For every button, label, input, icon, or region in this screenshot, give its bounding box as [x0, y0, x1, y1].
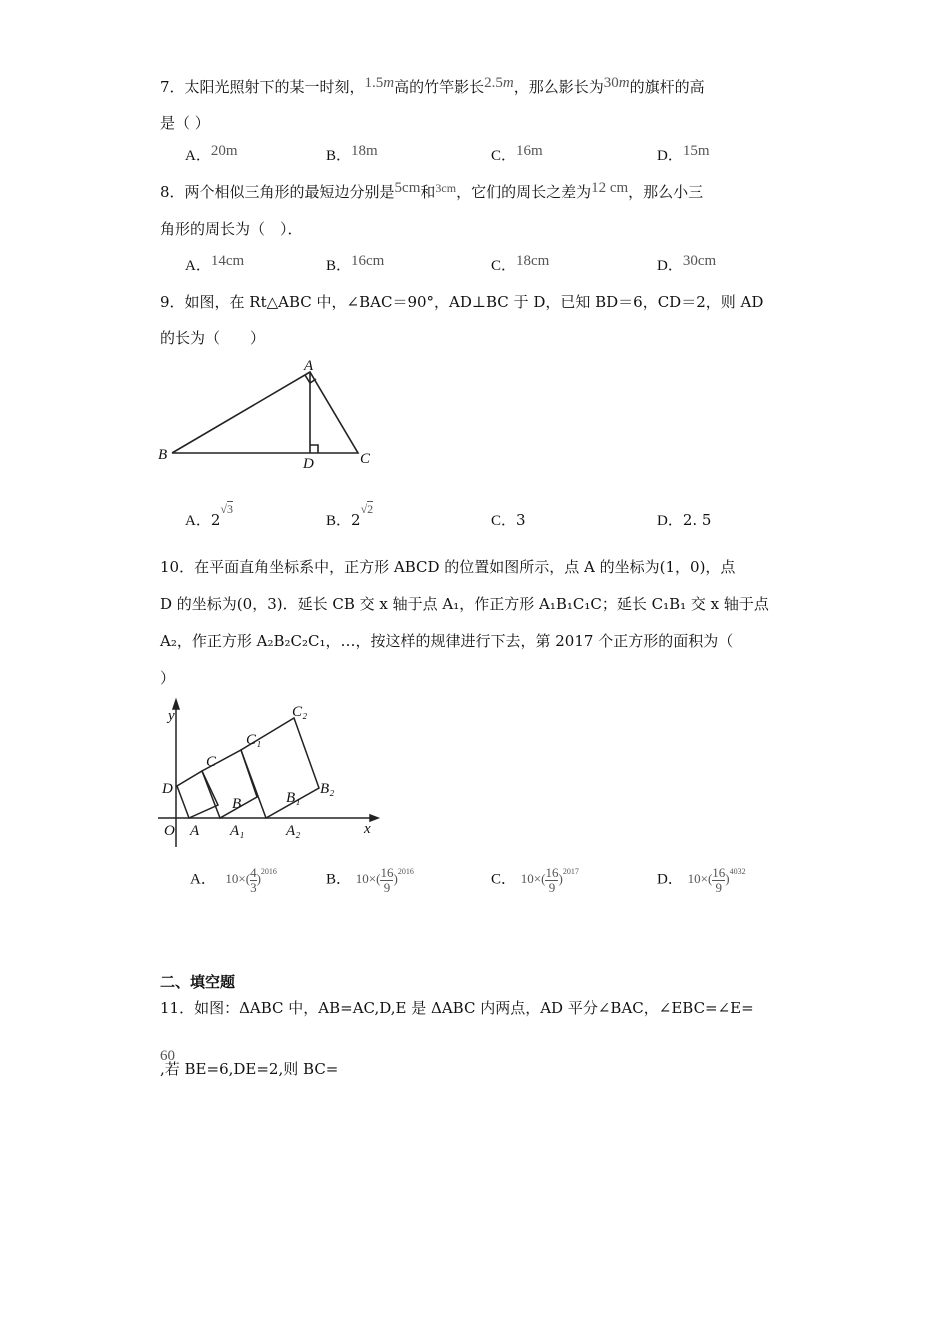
question-10-stem-1: 10．在平面直角坐标系中，正方形 ABCD 的位置如图所示，点 A 的坐标为(1，0)，点 [160, 558, 736, 576]
text: 高的竹竿影长 [394, 78, 485, 96]
q8-option-d[interactable]: D．30cm [657, 253, 717, 274]
svg-text:D: D [162, 781, 173, 797]
label-d: D [303, 456, 314, 472]
q8-option-a[interactable]: A．14cm [185, 253, 245, 274]
svg-text:A: A [190, 823, 200, 839]
svg-text:y: y [168, 708, 175, 724]
svg-text:A₂: A₂ [286, 823, 301, 839]
math-value: 60 [160, 1048, 175, 1064]
question-10-stem-4: ） [160, 669, 176, 687]
svg-text:C: C [206, 754, 217, 770]
question-8-stem-2: 角形的周长为（ ）． [160, 220, 303, 238]
math-value: 1.5m [364, 75, 395, 91]
question-7-stem [160, 77, 705, 98]
label-a: A [304, 358, 314, 374]
question-10-stem-2: D 的坐标为(0，3)．延长 CB 交 x 轴于点 A₁，作正方形 A₁B₁C₁C；延长 C₁B₁ 交 x 轴于点 [160, 595, 769, 613]
q7-option-a[interactable]: A．20m [185, 143, 238, 164]
text: 的旗杆的高 [629, 78, 705, 96]
q10-option-d[interactable]: D． 10×( $\frac{16}{9}$ )$^{4032}$ [657, 865, 746, 895]
x-arrow [370, 815, 378, 821]
question-9-stem: 9．如图，在 Rt△ABC 中，∠BAC＝90°，AD⊥BC 于 D，已知 BD＝6，CD＝2，则 AD [160, 293, 764, 311]
q10-option-b[interactable]: B． 10×( $\frac{16}{9}$ )$^{2016}$ [326, 865, 414, 895]
math-value: 30m [603, 75, 630, 91]
triangle-abc [172, 372, 358, 453]
q7-option-b[interactable]: B．18m [326, 143, 378, 164]
right-angle-mark-d [310, 445, 318, 453]
q8-option-b[interactable]: B．16cm [326, 253, 385, 274]
svg-text:B₁: B₁ [286, 790, 301, 806]
svg-text:B: B [232, 796, 242, 812]
question-7-stem-2: 是（ ） [160, 114, 210, 132]
q9-option-b[interactable]: B．$2^{√2}$ [326, 502, 374, 529]
section-heading: 二、填空题 [160, 973, 236, 991]
q7-option-d[interactable]: D．15m [657, 143, 710, 164]
text: 7．太阳光照射下的某一时刻， [160, 78, 365, 96]
svg-text:C₁: C₁ [246, 732, 262, 748]
question-11-stem-2: ,若 BE=6,DE=2,则 BC= [160, 1060, 339, 1078]
label-c: C [360, 451, 371, 467]
q9-option-d[interactable]: D．2. 5 [657, 511, 712, 529]
text: ，那么影长为 [513, 78, 604, 96]
q9-option-c[interactable]: C．3 [491, 511, 526, 529]
q10-option-c[interactable]: C． 10×( $\frac{16}{9}$ )$^{2017}$ [491, 865, 579, 895]
svg-text:x: x [364, 821, 371, 837]
q9-option-a[interactable]: A．$2^{√3}$ [185, 502, 233, 529]
svg-text:B₂: B₂ [320, 781, 335, 797]
label-b: B [158, 447, 168, 463]
svg-text:O: O [164, 823, 175, 839]
svg-text:A₁: A₁ [230, 823, 245, 839]
question-9-stem-2: 的长为（ ） [160, 329, 266, 347]
square-abcd [177, 771, 218, 818]
q10-option-a[interactable]: A． 10×( $\frac{4}{3}$ )$^{2016}$ [190, 865, 277, 895]
q7-option-c[interactable]: C．16m [491, 143, 543, 164]
question-11-stem: 11．如图：ΔABC 中，AB=AC,D,E 是 ΔABC 内两点，AD 平分∠BAC，∠EBC=∠E= [160, 999, 754, 1017]
q8-option-c[interactable]: C．18cm [491, 253, 550, 274]
math-value: 2.5m [484, 75, 514, 91]
squares-figure [150, 695, 390, 850]
svg-text:C₂: C₂ [292, 704, 308, 720]
triangle-figure [150, 355, 390, 475]
question-10-stem-3: A₂，作正方形 A₂B₂C₂C₁，…，按这样的规律进行下去，第 2017 个正方形的面积为（ [160, 632, 734, 650]
question-8-stem: 8．两个相似三角形的最短边分别是5cm和$^{3cm}$，它们的周长之差为12 cm，那么小三 [160, 180, 704, 201]
